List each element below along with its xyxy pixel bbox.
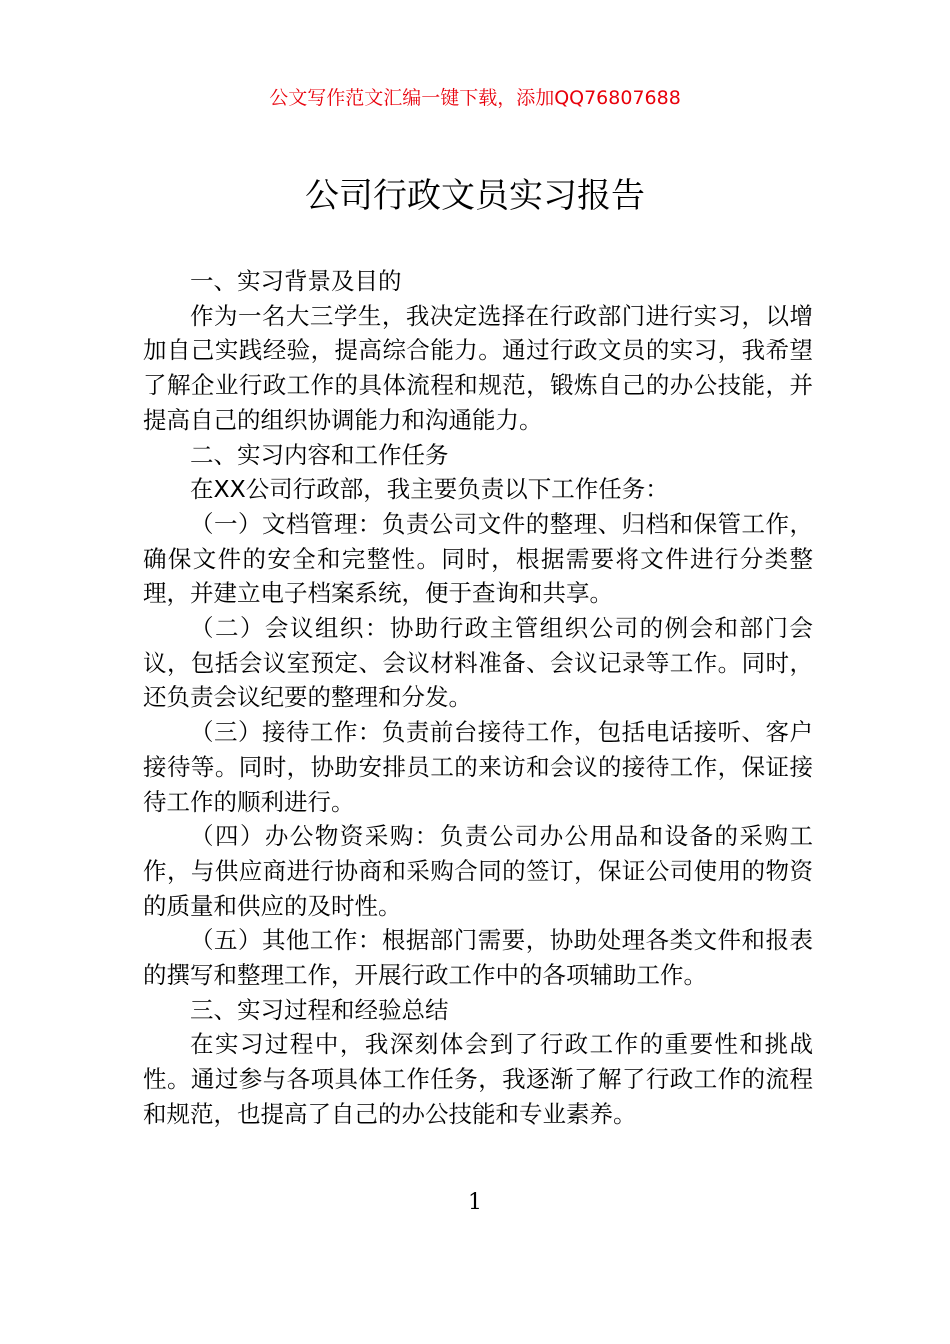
paragraph: （五）其他工作：根据部门需要，协助处理各类文件和报表的撰写和整理工作，开展行政工作中的各项辅助工作。 — [143, 926, 813, 990]
paragraph: 在实习过程中，我深刻体会到了行政工作的重要性和挑战性。通过参与各项具体工作任务，我逐渐了解了行政工作的流程和规范，也提高了自己的办公技能和专业素养。 — [143, 1030, 813, 1128]
section-heading: 二、实习内容和工作任务 — [190, 440, 449, 469]
paragraph: 作为一名大三学生，我决定选择在行政部门进行实习，以增加自己实践经验，提高综合能力。通过行政文员的实习，我希望了解企业行政工作的具体流程和规范，锻炼自己的办公技能，并提高自己的组织协调能力和沟通能力。 — [143, 301, 813, 434]
section-heading: 一、实习背景及目的 — [190, 267, 402, 295]
paragraph: （一）文档管理：负责公司文件的整理、归档和保管工作，确保文件的安全和完整性。同时，根据需要将文件进行分类整理，并建立电子档案系统，便于查询和共享。 — [143, 509, 813, 608]
page-title: 公司行政文员实习报告 — [305, 176, 645, 216]
page-number: 1 — [468, 1190, 482, 1215]
document-body — [143, 264, 813, 1132]
section-heading: 三、实习过程和经验总结 — [190, 995, 449, 1024]
paragraph: （三）接待工作：负责前台接待工作，包括电话接听、客户接待等。同时，协助安排员工的来访和会议的接待工作，保证接待工作的顺利进行。 — [143, 718, 813, 816]
download-banner: 公文写作范文汇编一键下载，添加QQ76807688 — [269, 87, 681, 109]
paragraph: （二）会议组织：协助行政主管组织公司的例会和部门会议，包括会议室预定、会议材料准备、会议记录等工作。同时，还负责会议纪要的整理和分发。 — [143, 614, 813, 712]
paragraph: （四）办公物资采购：负责公司办公用品和设备的采购工作，与供应商进行协商和采购合同的签订，保证公司使用的物资的质量和供应的及时性。 — [143, 822, 813, 920]
paragraph: 在XX公司行政部，我主要负责以下工作任务： — [190, 475, 669, 504]
